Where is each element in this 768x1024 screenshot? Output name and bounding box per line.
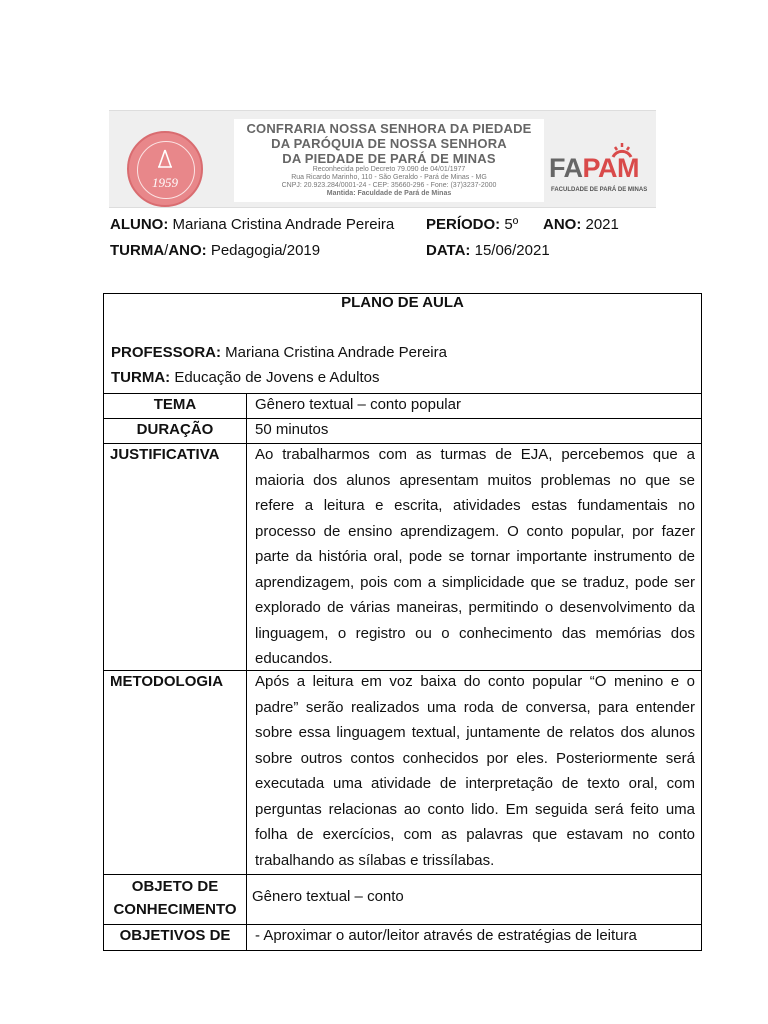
objetivos-label: OBJETIVOS DE <box>119 927 231 944</box>
duracao-value: 50 minutos <box>255 421 329 438</box>
date-field <box>426 242 550 260</box>
letterhead <box>109 110 656 208</box>
student-label: ALUNO: <box>110 216 169 233</box>
student-name: Mariana Cristina Andrade Pereira <box>168 216 395 233</box>
plan-class-label: TURMA: <box>111 369 171 386</box>
institution-line-3: DA PIEDADE DE PARÁ DE MINAS <box>282 151 496 166</box>
metodologia-value: Após a leitura em voz baixa do conto popular “O menino e o padre” serão realizados uma roda de conversa, para entender sobre essa linguagem textual, juntamente de relatos dos alunos sobre outros contos conhecidos por eles. Posteriormente será executada uma atividade de interpretação de texto oral, com perguntas relacionas ao conto lido. Em seguida será feito uma folha de exercícios, com as palavras que estavam no conto trabalhando as sílabas e trissílabas. <box>255 673 695 869</box>
class-separator: / <box>164 242 169 259</box>
lesson-plan-table <box>103 293 702 951</box>
justificativa-value: Ao trabalharmos com as turmas de EJA, percebemos que a maioria dos alunos apresentam muitos problemas no que se refere a leitura e escrita, atividades estas fundamentais no processo de ensino aprendizagem. O conto popular, por fazer parte da história oral, pode se tornar importante instrumento de aprendizagem, pois com a simplicidade que se traduz, pode ser explorado de várias maneiras, permitindo o desenvolvimento da linguagem, o registro ou o conhecimento das memórias dos educandos. <box>255 446 695 667</box>
plan-title: PLANO DE AULA <box>341 294 464 311</box>
objeto-value: Gênero textual – conto <box>252 888 404 905</box>
seal-year: 1959 <box>152 175 178 190</box>
class-year-label: ANO: <box>168 242 207 259</box>
class-value: Pedagogia/2019 <box>206 242 321 259</box>
institution-name <box>234 119 544 202</box>
date-value: 15/06/2021 <box>470 242 550 259</box>
period-label: PERÍODO: <box>426 216 501 233</box>
teacher-name: Mariana Cristina Andrade Pereira <box>221 344 447 361</box>
institution-maintainer: Mantida: Faculdade de Pará de Minas <box>326 190 452 197</box>
tema-value: Gênero textual – conto popular <box>255 396 461 413</box>
institution-contact: CNPJ: 20.923.284/0001-24 - CEP: 35660-296 - Fone: (37)3237-2000 <box>281 182 497 189</box>
church-icon <box>155 149 175 169</box>
objeto-label-line1: OBJETO DE <box>131 878 219 895</box>
teacher-line <box>111 344 447 362</box>
fapam-fa: FA <box>549 153 583 183</box>
institution-decree: Reconhecida pelo Decreto 79.090 de 04/01/1977 <box>312 166 466 173</box>
class-line <box>111 369 379 387</box>
objeto-label-line2: CONHECIMENTO <box>113 901 237 918</box>
teacher-label: PROFESSORA: <box>111 344 222 361</box>
plan-class-value: Educação de Jovens e Adultos <box>170 369 380 386</box>
year-field <box>543 216 619 234</box>
justificativa-label: JUSTIFICATIVA <box>110 446 220 463</box>
objetivos-value: - Aproximar o autor/leitor através de estratégias de leitura <box>255 927 637 944</box>
fapam-pam: PAM <box>582 153 640 183</box>
class-label: TURMA <box>110 242 165 259</box>
institution-address: Rua Ricardo Marinho, 110 - São Geraldo - Pará de Minas - MG <box>291 174 487 181</box>
fapam-logo <box>547 139 651 199</box>
metodologia-label: METODOLOGIA <box>110 673 224 690</box>
fapam-subtitle: FACULDADE DE PARÁ DE MINAS <box>551 187 648 193</box>
period-field <box>426 216 518 234</box>
student-field <box>110 216 394 234</box>
column-divider <box>246 393 247 951</box>
date-label: DATA: <box>426 242 471 259</box>
period-value: 5º <box>500 216 519 233</box>
class-field <box>110 242 320 260</box>
year-value: 2021 <box>581 216 619 233</box>
confraria-seal-logo <box>127 131 203 207</box>
duracao-label: DURAÇÃO <box>136 421 214 438</box>
institution-line-1: CONFRARIA NOSSA SENHORA DA PIEDADE <box>246 121 532 136</box>
tema-label: TEMA <box>153 396 197 413</box>
institution-line-2: DA PARÓQUIA DE NOSSA SENHORA <box>271 136 507 151</box>
year-label: ANO: <box>543 216 582 233</box>
